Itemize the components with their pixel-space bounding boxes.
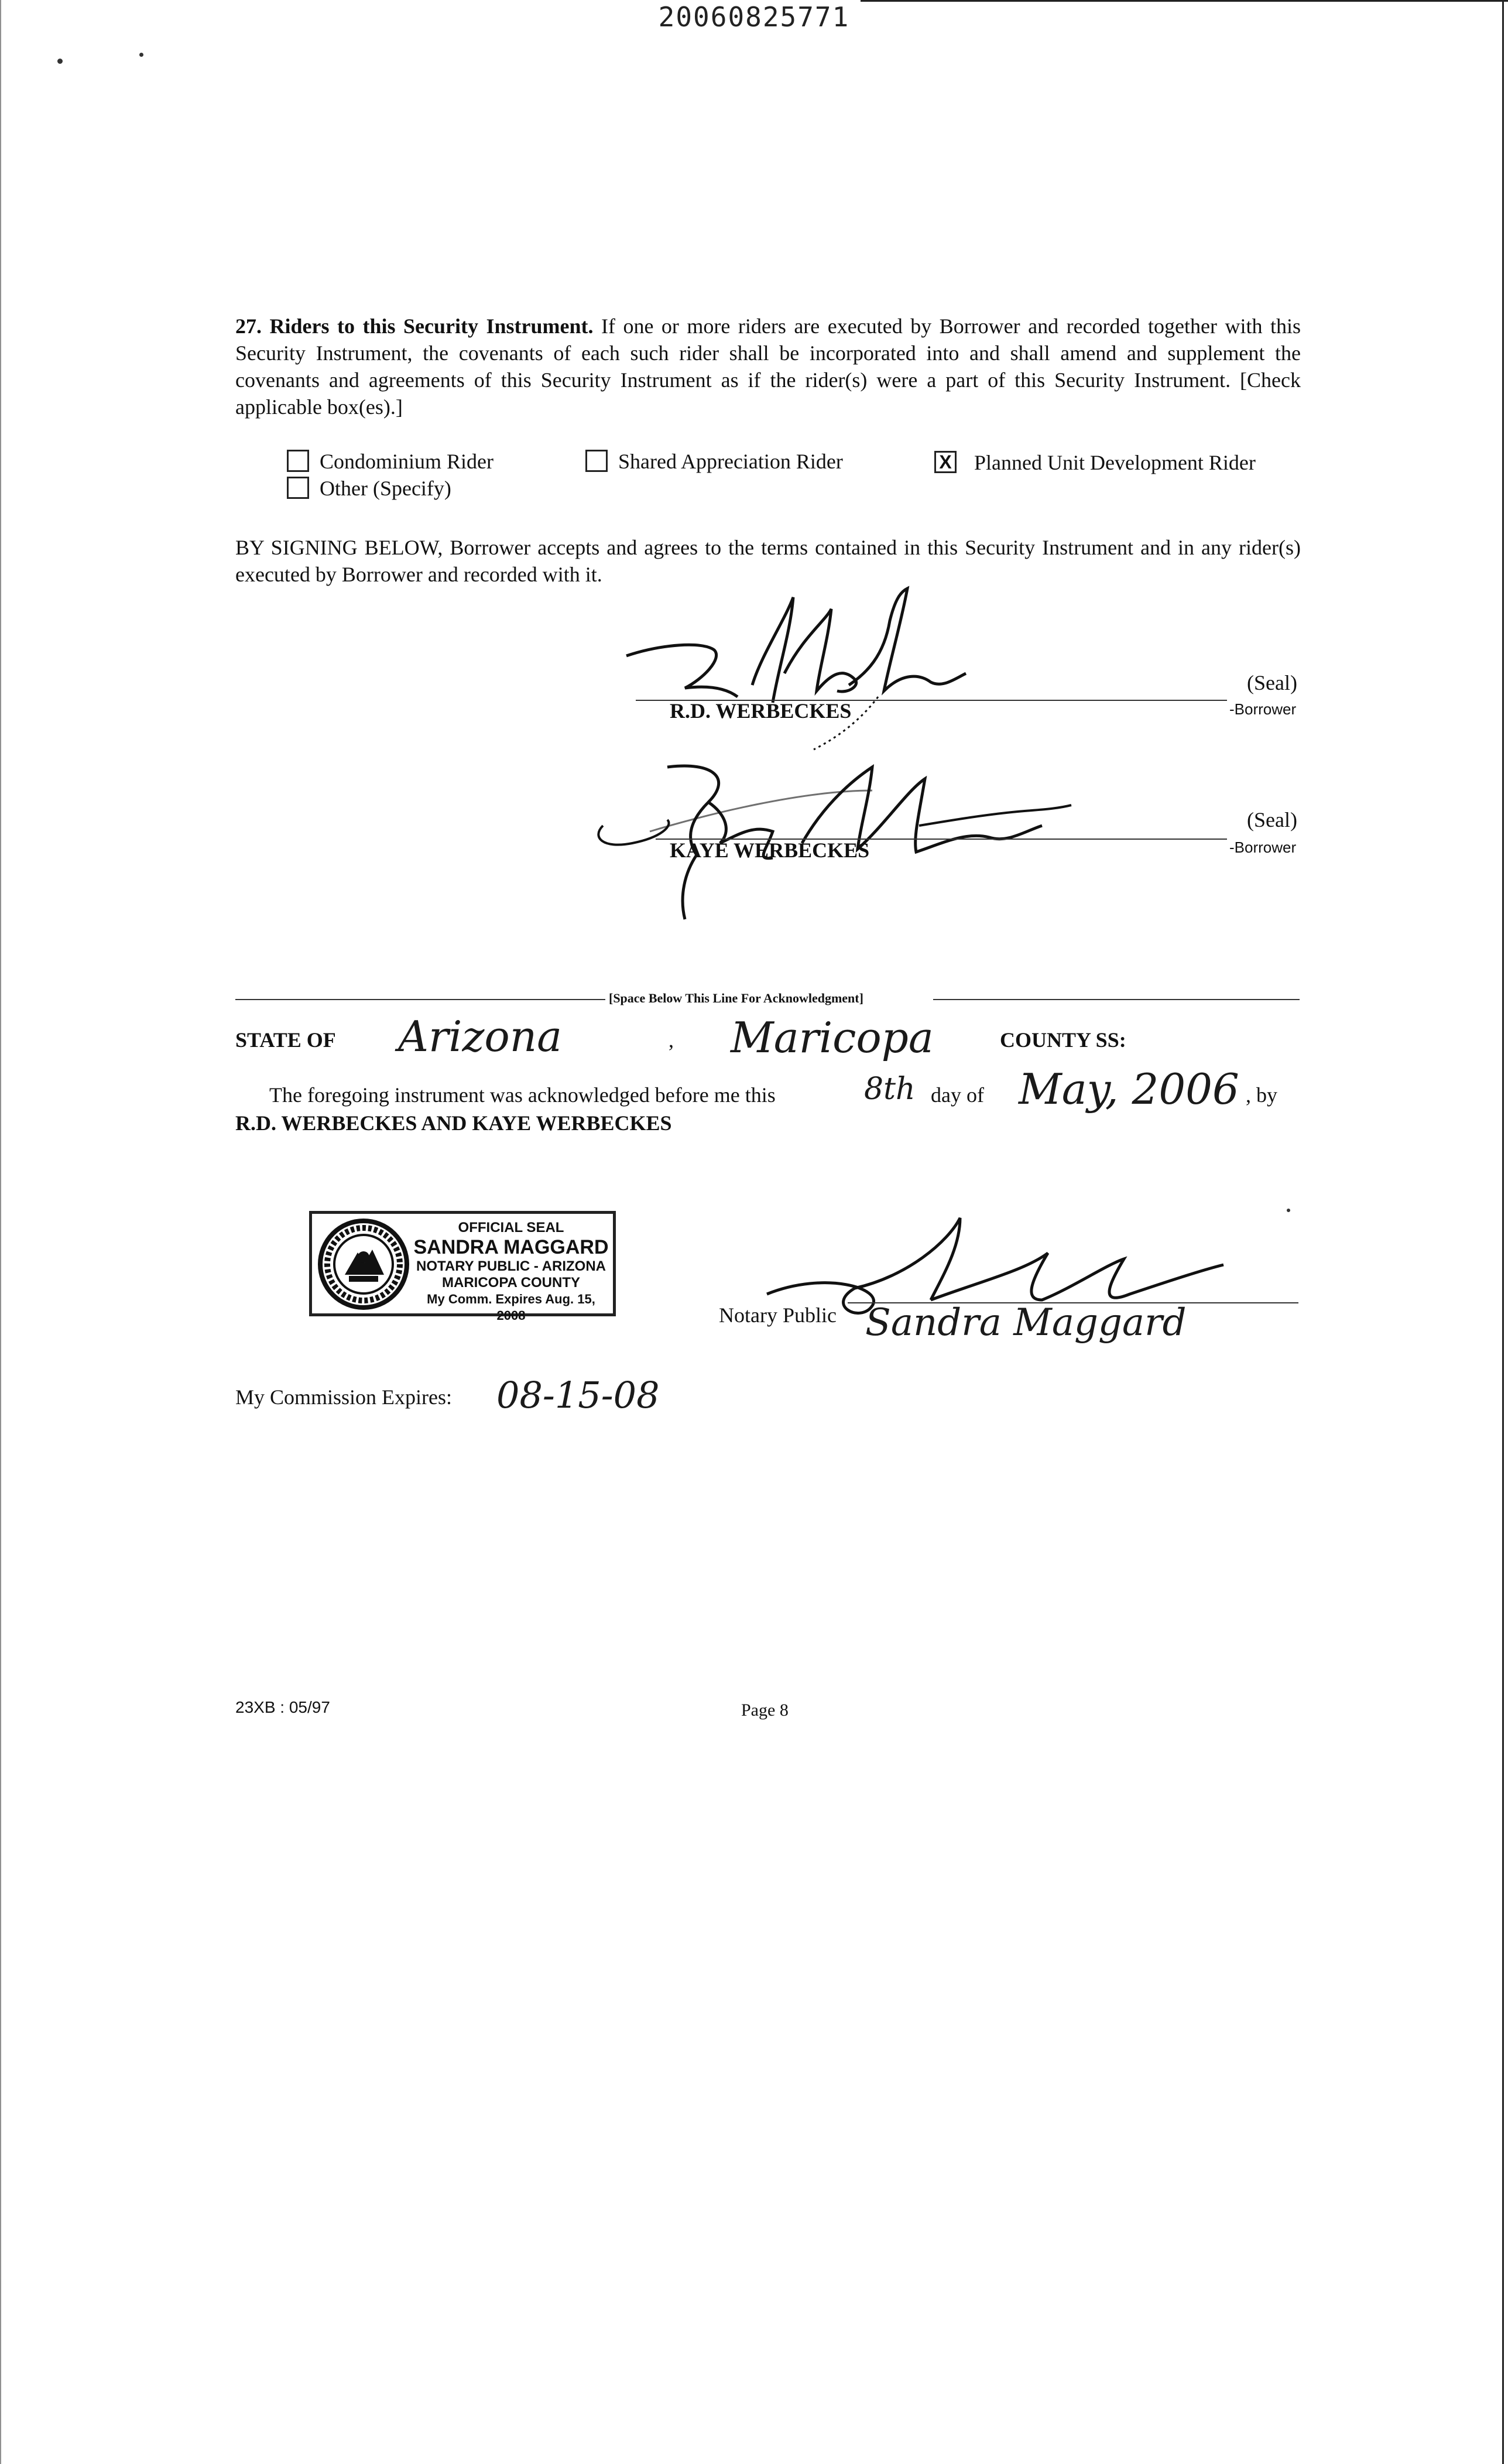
acknowledgment-sentence: The foregoing instrument was acknowledged before me this (269, 1083, 776, 1107)
condominium-rider-checkbox[interactable] (287, 450, 309, 472)
seal-line-county: MARICOPA COUNTY (442, 1275, 580, 1291)
day-value-handwritten: 8th (864, 1072, 916, 1107)
state-county-separator: , (669, 1028, 674, 1052)
shared-appreciation-rider-checkbox[interactable] (585, 450, 608, 472)
acknowledged-parties: R.D. WERBECKES AND KAYE WERBECKES (235, 1111, 672, 1135)
state-value-handwritten: Arizona (398, 1012, 563, 1061)
commission-expiry-handwritten: 08-15-08 (496, 1374, 660, 1416)
day-of-label: day of (931, 1083, 984, 1107)
arizona-state-seal-emblem (317, 1217, 410, 1311)
form-code: 23XB : 05/97 (235, 1698, 330, 1716)
acknowledgment-divider-label: [Space Below This Line For Acknowledgment] (609, 991, 863, 1005)
planned-unit-development-rider-checkbox[interactable] (934, 451, 957, 473)
notary-printed-name-handwritten: Sandra Maggard (865, 1301, 1187, 1344)
borrower1-role: -Borrower (1229, 700, 1297, 718)
riders-body: If one or more riders are executed by Borrower and recorded together with this Security Instrument, the covenants of each such rider shall be incorporated into and shall amend and supplement the covenants and agreements of this Security Instrument as if the rider(s) were a part of this Security Instrument. [Check applicable box(es).] (235, 314, 1301, 419)
borrower2-role: -Borrower (1229, 839, 1297, 856)
seal-line-title: NOTARY PUBLIC - ARIZONA (416, 1258, 606, 1274)
commission-expires-label: My Commission Expires: (235, 1385, 453, 1409)
scan-speck (1287, 1209, 1290, 1212)
condominium-rider-label: Condominium Rider (320, 450, 493, 473)
seal-line-official: OFFICIAL SEAL (458, 1220, 564, 1236)
page-number: Page 8 (741, 1700, 789, 1720)
seal-line-name: SANDRA MAGGARD (413, 1236, 609, 1258)
borrower2-name: KAYE WERBECKES (670, 839, 870, 862)
scan-speck (57, 59, 63, 64)
seal-text-block (412, 1220, 611, 1324)
other-rider-label: Other (Specify) (320, 477, 451, 500)
checkbox-x-mark: X (939, 451, 952, 473)
riders-heading: 27. Riders to this Security Instrument. (235, 314, 594, 338)
county-ss-label: COUNTY SS: (1000, 1028, 1126, 1052)
planned-unit-development-rider-label: Planned Unit Development Rider (974, 451, 1256, 474)
scan-edge-right (1502, 0, 1504, 2464)
notary-public-label: Notary Public (719, 1303, 837, 1327)
riders-paragraph (235, 313, 1301, 420)
borrower1-seal-label: (Seal) (1247, 671, 1297, 694)
document-number: 20060825771 (658, 1, 850, 33)
acknowledgment-divider-left (235, 999, 605, 1000)
state-of-label: STATE OF (235, 1028, 336, 1052)
acknowledgment-divider-right (933, 999, 1300, 1000)
scan-speck (139, 53, 143, 57)
notary-official-seal (309, 1211, 616, 1323)
other-rider-checkbox[interactable] (287, 477, 309, 499)
borrower2-seal-label: (Seal) (1247, 808, 1297, 831)
county-value-handwritten: Maricopa (731, 1013, 934, 1062)
seal-line-expiry: My Comm. Expires Aug. 15, 2008 (427, 1292, 595, 1323)
borrower1-name: R.D. WERBECKES (670, 699, 852, 723)
month-year-handwritten: May, 2006 (1019, 1065, 1239, 1114)
shared-appreciation-rider-label: Shared Appreciation Rider (618, 450, 843, 473)
scan-edge-left (0, 0, 1, 2464)
signing-statement: BY SIGNING BELOW, Borrower accepts and agrees to the terms contained in this Security Instrument and in any rider(s) executed by Borrower and recorded with it. (235, 536, 1301, 586)
by-label: , by (1246, 1083, 1277, 1107)
